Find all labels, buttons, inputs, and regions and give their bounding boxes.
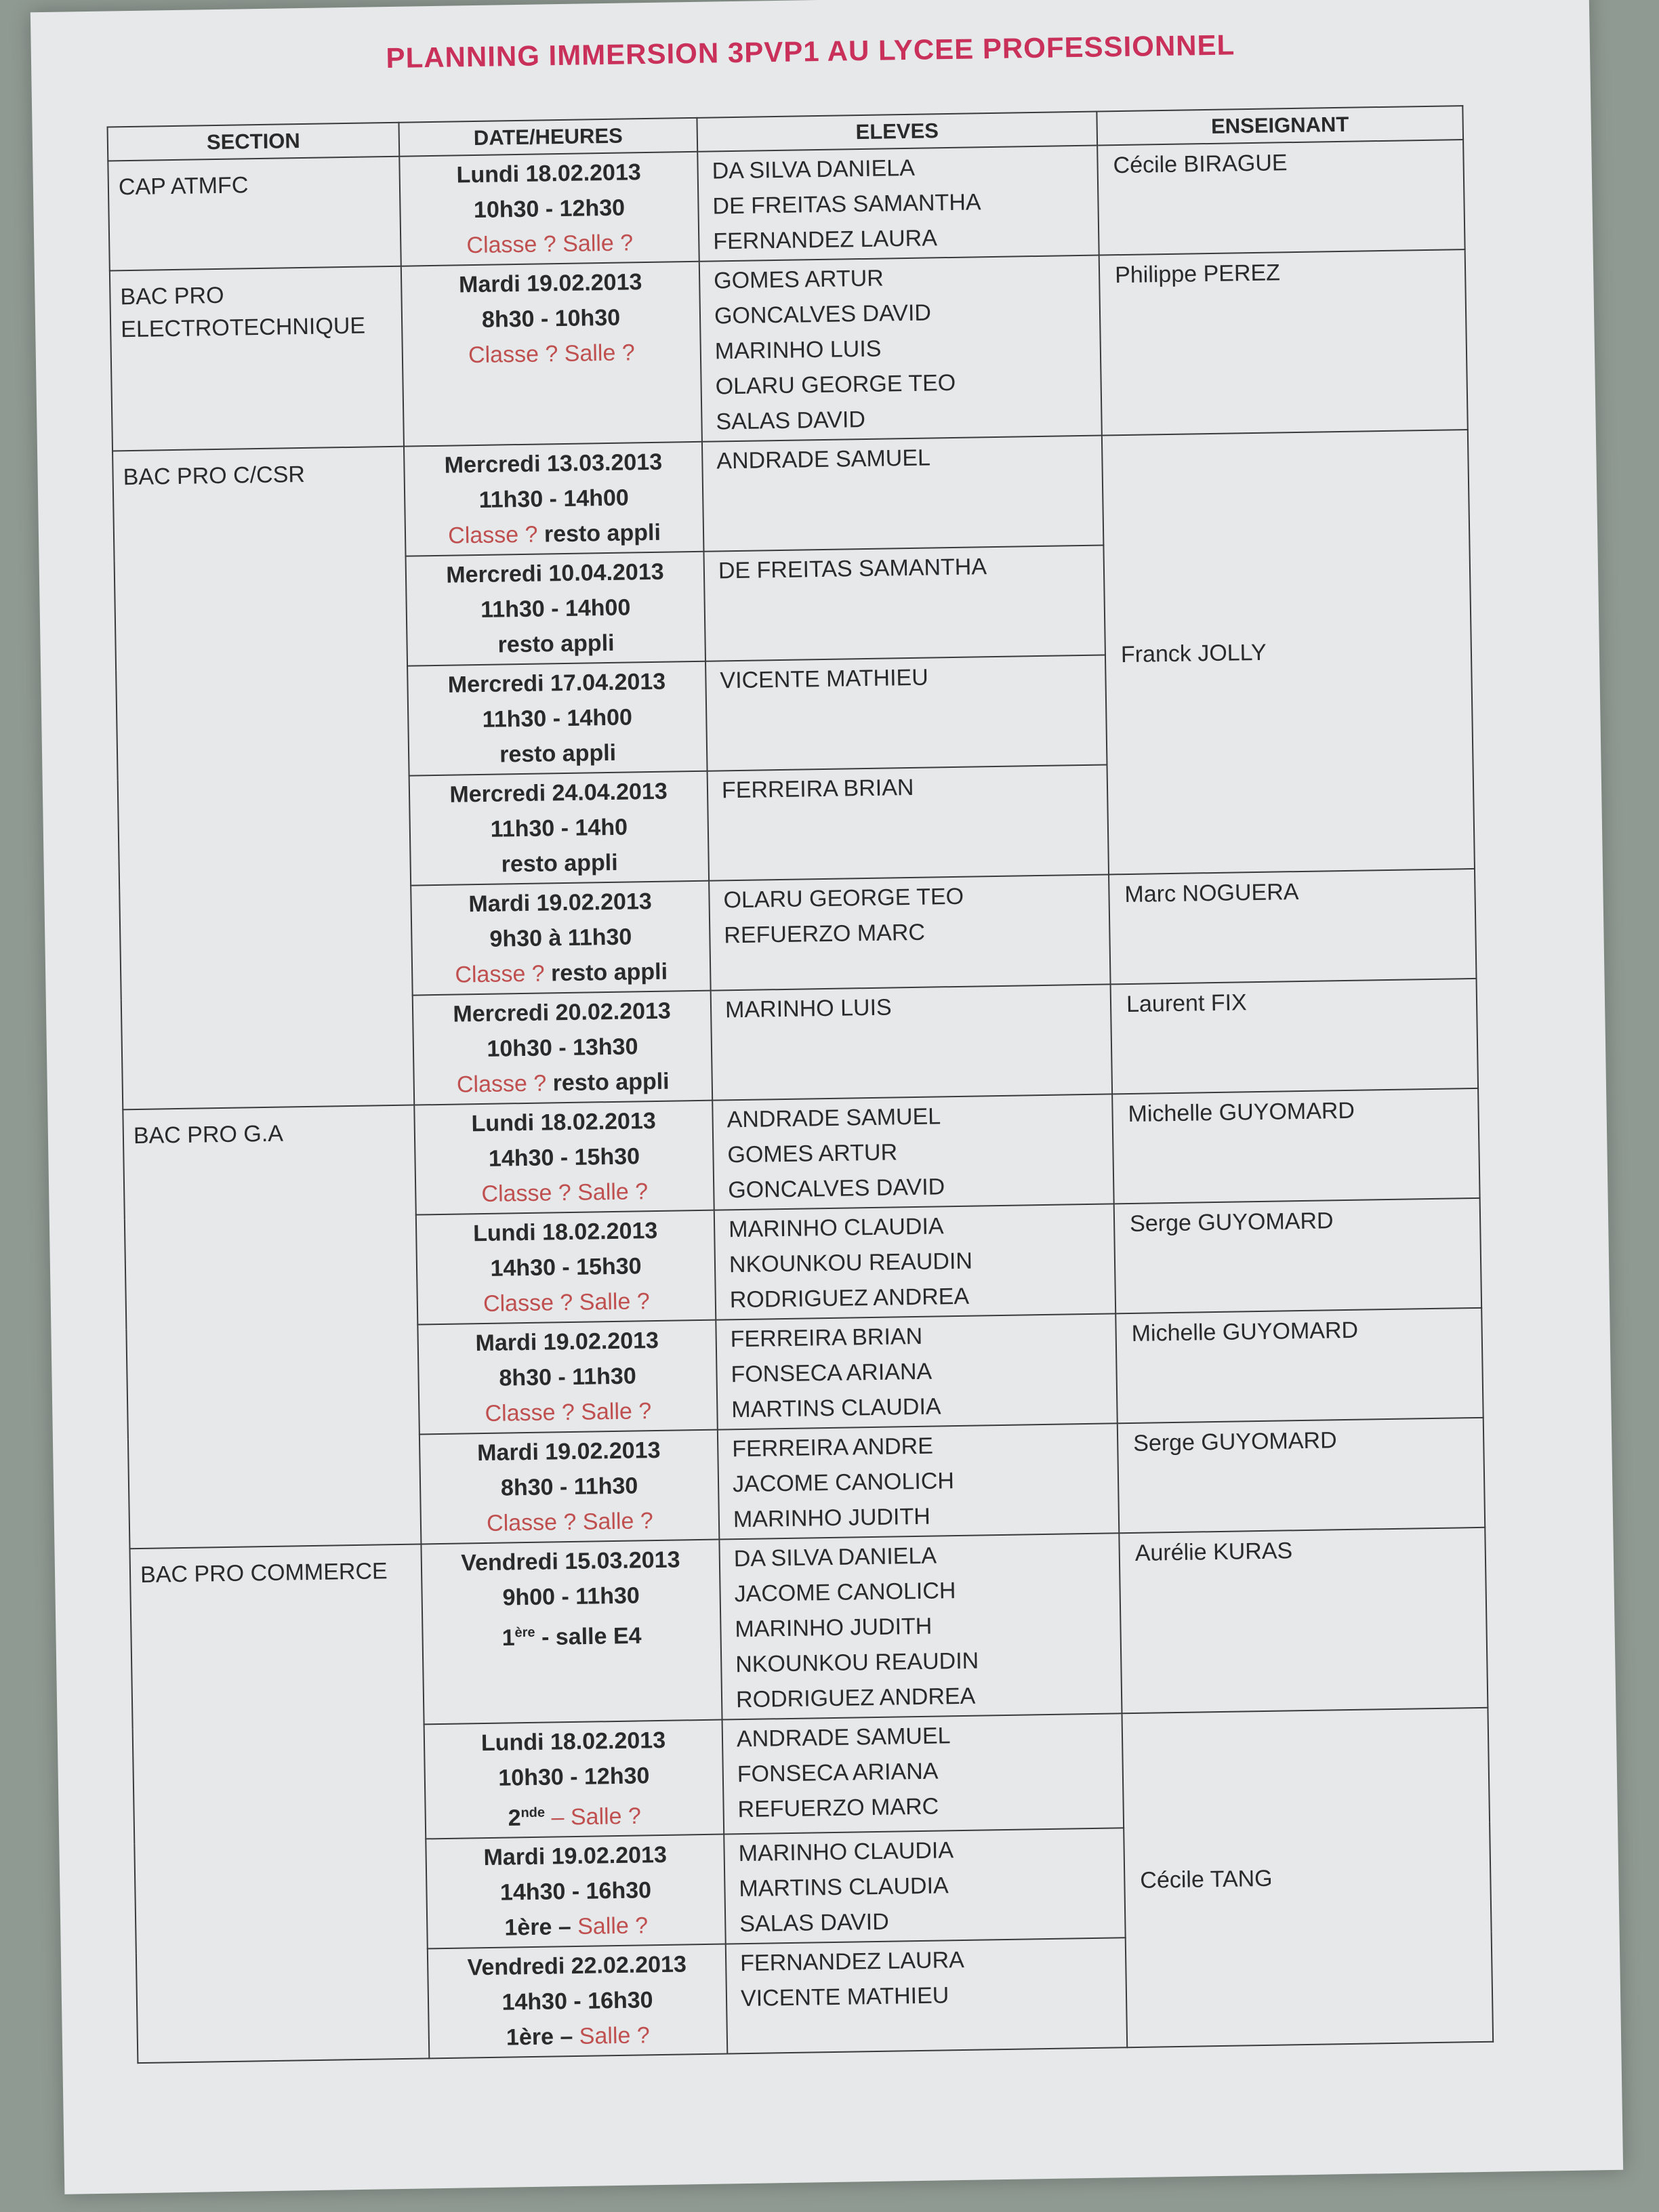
date-cell: [411, 881, 710, 996]
teacher-cell: [1122, 1708, 1493, 2048]
note-prefix: 1: [501, 1624, 515, 1651]
student-name: FERREIRA BRIAN: [730, 1323, 923, 1353]
teacher-name: Serge GUYOMARD: [1129, 1208, 1334, 1237]
date-time: 8h30 - 10h30: [481, 304, 621, 333]
date-time: 8h30 - 11h30: [500, 1473, 638, 1501]
date-day: Mercredi 17.04.2013: [447, 668, 666, 698]
student-name: MARINHO LUIS: [714, 335, 882, 365]
header-teacher: ENSEIGNANT: [1097, 106, 1463, 145]
student-name: FERREIRA BRIAN: [721, 774, 914, 804]
student-name: MARINHO CLAUDIA: [728, 1213, 944, 1243]
date-time: 11h30 - 14h00: [478, 485, 630, 513]
table-row: [108, 140, 1465, 270]
student-name: MARTINS CLAUDIA: [731, 1393, 941, 1423]
note-black: 1ère –: [504, 1914, 578, 1941]
student-name: DA SILVA DANIELA: [712, 155, 916, 184]
note-black: resto appli: [499, 739, 617, 768]
student-name: MARINHO CLAUDIA: [738, 1837, 954, 1867]
teacher-name: Marc NOGUERA: [1124, 879, 1299, 908]
students-cell: [719, 1533, 1122, 1719]
note-red: – Salle ?: [544, 1803, 642, 1830]
date-cell: [416, 1210, 716, 1325]
student-name: SALAS DAVID: [716, 406, 866, 435]
students-cell: [699, 255, 1102, 442]
student-name: NKOUNKOU REAUDIN: [735, 1647, 979, 1678]
note-prefix: 2: [508, 1805, 521, 1831]
note-black: 1ère –: [506, 2024, 580, 2051]
student-name: MARINHO LUIS: [724, 994, 892, 1023]
date-time: 10h30 - 13h30: [487, 1033, 638, 1062]
student-name: DA SILVA DANIELA: [733, 1542, 937, 1572]
date-day: Vendredi 15.03.2013: [460, 1547, 680, 1576]
note-red: Classe ? Salle ?: [485, 1398, 652, 1427]
note-red: Classe ? Salle ?: [483, 1288, 650, 1317]
date-cell: [406, 552, 705, 666]
teacher-cell: [1112, 1088, 1479, 1204]
teacher-cell: [1111, 979, 1478, 1094]
date-cell: [424, 1720, 724, 1839]
note-black: - salle E4: [535, 1622, 642, 1651]
student-name: VICENTE MATHIEU: [740, 1982, 949, 2012]
date-day: Mercredi 10.04.2013: [446, 558, 664, 588]
teacher-cell: [1099, 249, 1468, 435]
note-red: Classe ? Salle ?: [466, 230, 634, 259]
date-day: Lundi 18.02.2013: [472, 1217, 658, 1247]
student-name: FERNANDEZ LAURA: [712, 225, 938, 255]
note-black: resto appli: [497, 630, 615, 658]
date-day: Mardi 19.02.2013: [458, 269, 642, 298]
students-cell: [712, 1094, 1113, 1210]
note-red: Classe ?: [456, 1070, 553, 1098]
teacher-name: Franck JOLLY: [1120, 639, 1267, 668]
date-time: 10h30 - 12h30: [473, 194, 626, 224]
student-name: GONCALVES DAVID: [727, 1174, 945, 1204]
student-name: REFUERZO MARC: [724, 919, 926, 949]
date-day: Vendredi 22.02.2013: [467, 1951, 687, 1981]
student-name: GOMES ARTUR: [713, 265, 884, 294]
date-time: 14h30 - 15h30: [488, 1143, 640, 1172]
header-date: DATE/HEURES: [398, 118, 697, 157]
date-cell: [428, 1944, 727, 2059]
teacher-cell: [1109, 869, 1476, 984]
teacher-cell: [1114, 1198, 1481, 1313]
section-cell: [108, 157, 401, 271]
student-name: FONSECA ARIANA: [737, 1758, 939, 1788]
date-day: Mardi 19.02.2013: [468, 888, 653, 918]
date-cell: [413, 991, 712, 1105]
teacher-cell: [1115, 1308, 1483, 1423]
student-name: OLARU GEORGE TEO: [715, 369, 956, 400]
student-name: DE FREITAS SAMANTHA: [712, 189, 981, 220]
student-name: MARINHO JUDITH: [735, 1613, 933, 1643]
student-name: MARTINS CLAUDIA: [739, 1872, 949, 1902]
date-day: Mardi 19.02.2013: [483, 1842, 668, 1871]
students-cell: [718, 1423, 1119, 1539]
section-cell: [129, 1544, 429, 2063]
note-red: Classe ?: [447, 521, 545, 549]
date-day: Lundi 18.02.2013: [471, 1107, 657, 1137]
section-label: BAC PRO COMMERCE: [140, 1558, 388, 1588]
student-name: FERREIRA ANDRE: [731, 1433, 934, 1462]
students-cell: [711, 984, 1112, 1100]
note-black: resto appli: [552, 1068, 670, 1097]
student-name: RODRIGUEZ ANDREA: [729, 1283, 970, 1313]
students-cell: [726, 1938, 1127, 2054]
date-time: 14h30 - 16h30: [501, 1987, 653, 2016]
students-cell: [708, 764, 1109, 880]
students-cell: [724, 1828, 1125, 1944]
date-time: 9h30 à 11h30: [489, 924, 632, 952]
note-black: resto appli: [544, 519, 661, 548]
page-title: PLANNING IMMERSION 3PVP1 AU LYCEE PROFESSIONNEL: [386, 28, 1235, 75]
date-cell: [401, 262, 702, 447]
section-cell: [110, 266, 404, 451]
students-cell: [703, 545, 1105, 661]
teacher-name: Philippe PEREZ: [1114, 260, 1281, 289]
student-name: REFUERZO MARC: [737, 1793, 939, 1823]
note-red: Salle ?: [579, 2022, 651, 2050]
student-name: GONCALVES DAVID: [714, 300, 932, 329]
note-red: Classe ? Salle ?: [486, 1508, 654, 1536]
teacher-name: Cécile TANG: [1140, 1865, 1273, 1893]
date-time: 8h30 - 11h30: [499, 1363, 636, 1391]
student-name: RODRIGUEZ ANDREA: [735, 1683, 976, 1713]
section-cell: [112, 447, 414, 1110]
section-label: ELECTROTECHNIQUE: [120, 312, 366, 343]
note-red: Classe ? Salle ?: [468, 340, 635, 369]
teacher-cell: [1118, 1418, 1485, 1533]
date-cell: [421, 1540, 722, 1725]
section-label: CAP ATMFC: [118, 172, 249, 201]
date-cell: [419, 1430, 719, 1544]
date-cell: [417, 1320, 717, 1435]
section-label: BAC PRO: [120, 282, 224, 310]
note-superscript: ère: [514, 1624, 535, 1641]
date-day: Mercredi 13.03.2013: [444, 449, 663, 478]
date-cell: [409, 771, 709, 886]
date-cell: [407, 661, 707, 776]
date-cell: [414, 1101, 714, 1215]
date-cell: [404, 442, 703, 556]
date-day: Lundi 18.02.2013: [480, 1727, 666, 1757]
student-name: FERNANDEZ LAURA: [739, 1947, 965, 1977]
date-time: 11h30 - 14h00: [480, 594, 631, 623]
table-row: [129, 1528, 1488, 1729]
student-name: JACOME CANOLICH: [734, 1578, 956, 1607]
teacher-cell: [1119, 1528, 1488, 1713]
student-name: SALAS DAVID: [739, 1909, 890, 1938]
teacher-name: Cécile BIRAGUE: [1113, 150, 1288, 179]
date-day: Mercredi 24.04.2013: [449, 778, 668, 808]
student-name: MARINHO JUDITH: [733, 1503, 931, 1533]
section-label: BAC PRO G.A: [133, 1120, 284, 1149]
date-cell: [399, 152, 699, 266]
student-name: ANDRADE SAMUEL: [726, 1103, 941, 1133]
note-red: Classe ? Salle ?: [481, 1179, 649, 1208]
teacher-name: Aurélie KURAS: [1134, 1538, 1293, 1566]
date-cell: [426, 1835, 725, 1949]
student-name: OLARU GEORGE TEO: [723, 883, 964, 914]
header-students: ELEVES: [697, 112, 1097, 152]
student-name: NKOUNKOU REAUDIN: [729, 1248, 973, 1278]
date-time: 14h30 - 15h30: [490, 1253, 642, 1282]
students-cell: [697, 146, 1099, 262]
teacher-name: Serge GUYOMARD: [1132, 1427, 1337, 1456]
date-time: 11h30 - 14h00: [482, 704, 633, 733]
teacher-cell: [1102, 430, 1475, 874]
teacher-cell: [1097, 140, 1465, 255]
table-row: [123, 1088, 1479, 1219]
students-cell: [714, 1204, 1115, 1319]
student-name: JACOME CANOLICH: [732, 1468, 955, 1498]
student-name: ANDRADE SAMUEL: [716, 445, 931, 474]
paper-sheet: [30, 0, 1623, 2194]
student-name: VICENTE MATHIEU: [720, 664, 929, 694]
date-day: Lundi 18.02.2013: [456, 159, 642, 188]
teacher-name: Laurent FIX: [1126, 989, 1247, 1018]
date-time: 14h30 - 16h30: [499, 1877, 652, 1906]
teacher-name: Michelle GUYOMARD: [1128, 1097, 1355, 1128]
note-red: Classe ?: [455, 960, 552, 988]
note-black: resto appli: [550, 958, 668, 987]
date-day: Mardi 19.02.2013: [475, 1327, 659, 1357]
date-day: Mercredi 20.02.2013: [453, 998, 672, 1027]
note-black: resto appli: [501, 849, 618, 878]
section-cell: [123, 1105, 421, 1549]
student-name: DE FREITAS SAMANTHA: [718, 554, 987, 584]
teacher-name: Michelle GUYOMARD: [1131, 1317, 1359, 1347]
section-label: BAC PRO C/CSR: [123, 461, 306, 491]
student-name: FONSECA ARIANA: [731, 1358, 933, 1388]
date-time: 11h30 - 14h0: [490, 814, 628, 842]
note-superscript: nde: [520, 1805, 546, 1821]
date-time: 10h30 - 12h30: [498, 1763, 650, 1791]
date-day: Mardi 19.02.2013: [476, 1437, 661, 1467]
header-section: SECTION: [108, 123, 400, 161]
student-name: GOMES ARTUR: [727, 1139, 898, 1168]
students-cell: [705, 655, 1107, 771]
students-cell: [709, 874, 1110, 990]
schedule-table: [107, 105, 1494, 2064]
student-name: ANDRADE SAMUEL: [736, 1723, 951, 1753]
note-red: Salle ?: [577, 1912, 649, 1940]
students-cell: [716, 1313, 1117, 1429]
students-cell: [722, 1713, 1124, 1835]
date-time: 9h00 - 11h30: [502, 1582, 640, 1611]
students-cell: [702, 436, 1103, 552]
table-row: [110, 249, 1468, 451]
table-row: [112, 430, 1469, 560]
